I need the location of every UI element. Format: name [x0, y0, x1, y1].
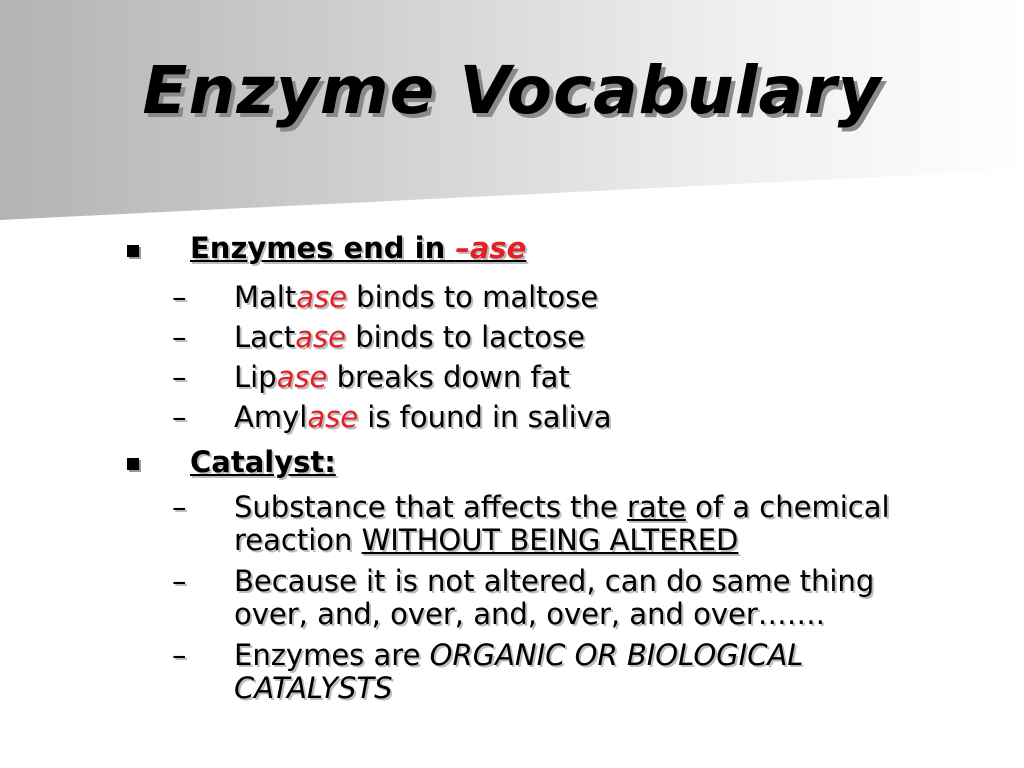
list-item: Because it is not altered, can do same thing	[234, 564, 875, 598]
section-heading-enzymes	[190, 231, 526, 265]
item-root: Amyl	[234, 400, 308, 434]
item-suffix: ase	[295, 320, 346, 354]
list-item	[234, 490, 890, 524]
item-rest: is found in saliva	[358, 400, 612, 434]
list-item-continuation: CATALYSTS	[234, 671, 393, 705]
list-item	[234, 320, 585, 354]
dash-marker: –	[172, 638, 187, 672]
list-item-continuation: over, and, over, and, over, and over…….	[234, 597, 825, 631]
list-item-continuation	[234, 523, 738, 557]
slide-title: Enzyme Vocabulary	[142, 52, 882, 129]
list-item	[234, 400, 612, 434]
item-rest: binds to maltose	[346, 280, 599, 314]
heading-text: Enzymes end in	[190, 231, 456, 265]
dash-marker: –	[172, 280, 187, 314]
item-rest: breaks down fat	[327, 360, 570, 394]
item-italic: ORGANIC OR BIOLOGICAL	[429, 638, 804, 672]
dash-marker: –	[172, 320, 187, 354]
list-item	[234, 360, 570, 394]
dash-marker: –	[172, 490, 187, 524]
item-text: Enzymes are	[234, 638, 430, 672]
item-suffix: ase	[296, 280, 347, 314]
item-root: Malt	[234, 280, 297, 314]
dash-marker: –	[172, 564, 187, 598]
list-item	[234, 638, 803, 672]
item-rest: binds to lactose	[345, 320, 585, 354]
item-root: Lip	[234, 360, 277, 394]
item-suffix: ase	[276, 360, 328, 394]
list-item	[234, 280, 598, 314]
item-root: Lact	[234, 320, 296, 354]
item-text: Substance that affects the	[234, 490, 627, 524]
dash-marker: –	[172, 360, 187, 394]
item-text: of a chemical	[685, 490, 890, 524]
dash-marker: –	[172, 400, 187, 434]
item-underlined: WITHOUT BEING ALTERED	[361, 523, 739, 557]
item-underlined: rate	[627, 490, 686, 524]
item-suffix: ase	[307, 400, 359, 434]
item-text: reaction	[234, 523, 362, 557]
section-heading-catalyst: Catalyst:	[190, 445, 336, 479]
bullet-square-icon	[127, 458, 139, 470]
heading-suffix: –ase	[455, 231, 527, 265]
bullet-square-icon	[127, 245, 139, 257]
